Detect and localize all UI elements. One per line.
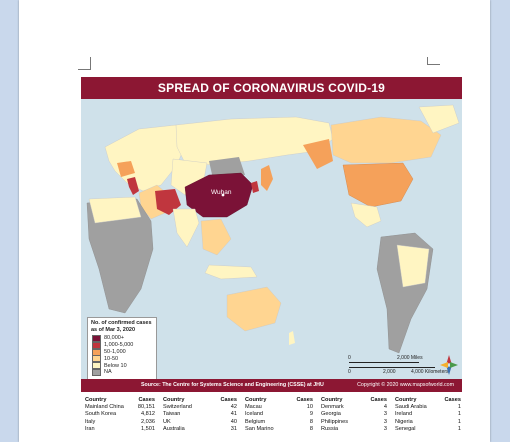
case-count: 3 [383,426,387,433]
legend-label: Below 10 [104,362,127,369]
country-name: Iceland [245,411,264,418]
table-row [321,419,387,426]
country-name: Australia [163,426,185,433]
case-count: 9 [309,411,313,418]
case-count: 2,036 [141,418,155,425]
table-row [85,419,155,426]
country-name: Switzerland [163,404,192,410]
case-count: 1 [457,426,461,433]
legend-item [88,369,156,376]
country-name: Georgia [321,411,341,418]
scale-km-zero: 0 [348,369,351,375]
table-row [395,411,461,418]
country-name: Belgium [245,418,266,425]
legend-label: NA [104,369,112,376]
case-count: 41 [230,411,237,418]
crop-mark-top-left [78,57,91,70]
case-count: 8 [309,426,313,433]
country-name: Nigeria [395,418,413,425]
covid-map-figure[interactable] [81,77,462,392]
table-row [321,404,387,411]
scale-km-line [349,367,435,368]
table-header [395,396,461,404]
header-cases: Cases [296,397,313,403]
country-name: Macau [245,404,262,410]
map-scale-bar [349,355,449,379]
case-count: 31 [230,426,237,433]
map-footer [81,379,462,392]
copyright-text: Copyright © 2020 www.mapsofworld.com [357,382,454,388]
canada [331,117,441,163]
country-name: Mainland China [85,404,124,410]
header-cases: Cases [138,397,155,403]
country-name: Iran [85,426,95,433]
case-count: 1 [457,404,461,410]
header-country: Country [245,397,267,403]
case-count: 1 [457,418,461,425]
legend-label: 50-1,000 [104,348,126,355]
country-name: UK [163,418,171,425]
case-count: 40 [230,418,237,425]
country-name: San Marino [245,426,274,433]
table-row [321,426,387,433]
scale-km-mid: 2,000 [383,369,396,375]
table-row [163,426,237,433]
scale-km-label: 4,000 Kilometers [411,369,449,375]
case-count: 8 [309,418,313,425]
table-row [321,411,387,418]
case-count: 1,501 [141,426,155,433]
table-column-group [395,396,461,434]
table-column-group [245,396,313,434]
header-country: Country [163,397,185,403]
table-header [85,396,155,404]
table-row [163,411,237,418]
table-row [245,411,313,418]
table-row [85,411,155,418]
country-name: Italy [85,418,96,425]
case-count: 80,151 [137,404,155,410]
wuhan-label: Wuhan [211,189,232,196]
table-row [85,426,155,433]
case-count: 1 [457,411,461,418]
header-country: Country [395,397,417,403]
table-row [395,419,461,426]
table-header [163,396,237,404]
table-row [245,404,313,411]
legend-label: 1,000-5,000 [104,342,134,349]
country-name: Taiwan [163,411,181,418]
table-header [245,396,313,404]
country-name: Denmark [321,404,344,410]
compass-rose-icon [439,354,459,376]
legend-title: No. of confirmed cases as of Mar 3, 2020 [91,320,152,333]
country-name: Philippines [321,418,349,425]
table-row [245,419,313,426]
table-column-group [321,396,387,434]
case-count: 3 [383,418,387,425]
legend-label: 80,000+ [104,335,125,342]
country-name: Saudi Arabia [395,404,427,410]
table-column-group [85,396,155,434]
table-row [163,404,237,411]
table-column-group [163,396,237,434]
table-row [395,426,461,433]
header-country: Country [321,397,343,403]
table-row [395,404,461,411]
header-cases: Cases [220,397,237,403]
case-count: 10 [306,404,313,410]
source-text: Source: The Centre for Systems Science and Engineering (CSSE) at JHU [141,382,324,388]
country-name: Russia [321,426,339,433]
country-name: Ireland [395,411,413,418]
map-legend [87,317,157,387]
legend-swatch [92,369,101,376]
header-country: Country [85,397,107,403]
header-cases: Cases [444,397,461,403]
document-page [19,0,490,442]
case-count: 4,812 [141,411,155,418]
case-count: 42 [230,404,237,410]
country-name: Senegal [395,426,416,433]
country-name: South Korea [85,411,117,418]
crop-mark-top-right [427,57,440,65]
table-row [163,419,237,426]
legend-label: 10-50 [104,355,119,362]
scale-miles-line [349,362,419,363]
table-row [245,426,313,433]
map-title: SPREAD OF CORONAVIRUS COVID-19 [81,77,462,99]
scale-miles-zero: 0 [348,355,351,361]
header-cases: Cases [370,397,387,403]
table-row [85,404,155,411]
case-count: 3 [383,411,387,418]
scale-miles-label: 2,000 Miles [397,355,423,361]
table-header [321,396,387,404]
case-count: 4 [383,404,387,410]
